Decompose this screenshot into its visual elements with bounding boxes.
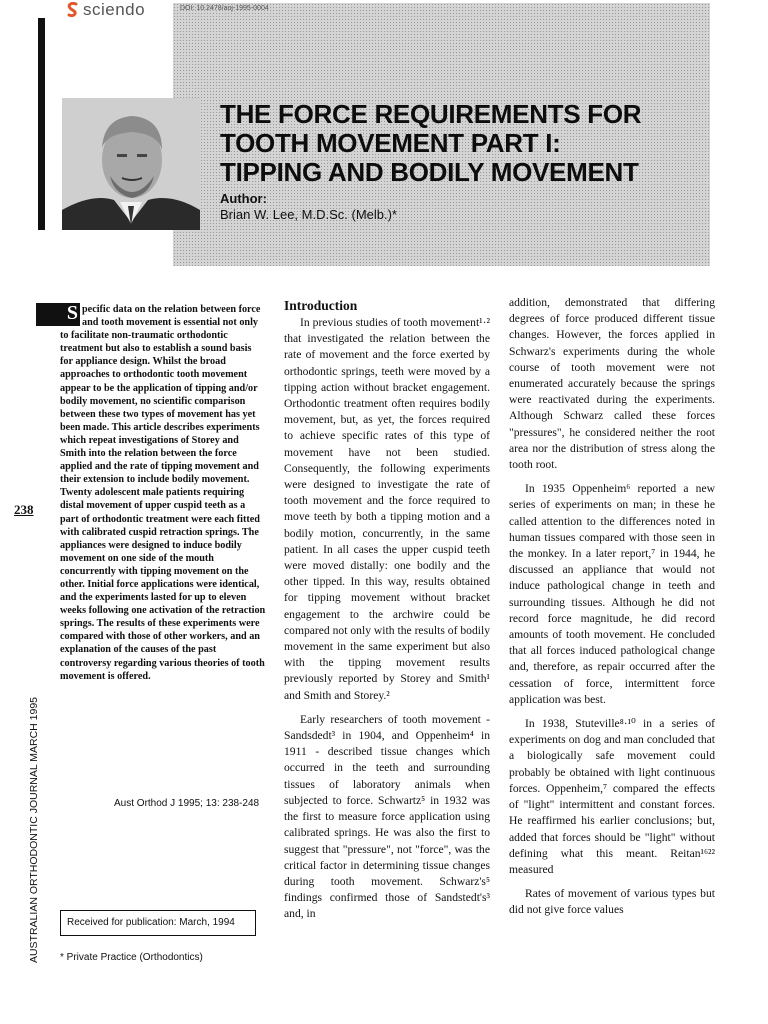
abstract-text: pecific data on the relation between force and tooth movement is essential not only to facilitate non-traumatic orthodontic treatment but also to establish a sound basis for appliance design. Whilst the broad approaches to orthodontic tooth movement appear to be the application of tipping and/or bodily movement, no scientific comparison between these two types of movement has yet been made. This article describes experiments which repeat investigations of Storey and Smith into the relation between the force applied and the rate of tipping movement and their extension to include bodily movement. Twenty adolescent male patients requiring distal movement of upper cuspid teeth as a part of orthodontic treatment were each fitted with calibrated cuspid retraction springs. The appliances were designed to induce bodily movement on one side of the mouth concurrently with tipping movement on the other. Initial force applications were identical, and the experiments lasted for up to eleven weeks following one activation of the retraction springs. The results of these experiments were compared with those of other workers, and an explanation of the causes of the past controversy regarding various theories of tooth movement is offered. bbox=[60, 304, 266, 682]
publisher-name: sciendo bbox=[83, 0, 146, 19]
citation: Aust Orthod J 1995; 13: 238-248 bbox=[114, 798, 260, 809]
body-column-right bbox=[509, 295, 715, 919]
author-name: Brian W. Lee, M.D.Sc. (Melb.)* bbox=[220, 207, 397, 222]
sciendo-logo-icon bbox=[66, 2, 79, 18]
title-line: TIPPING AND BODILY MOVEMENT bbox=[220, 157, 639, 187]
paragraph: In 1935 Oppenheim⁶ reported a new series of experiments on man; in these he called attention to the differences noted in human tissues compared with those seen in the monkey. In a later report,⁷ in 1944, he discussed an appliance that would not induce pathological change in teeth and surrounding tissues. Although he did not record force magnitude, he did record amounts of tooth movement. He concluded that all forces induced pathological change and, therefore, as repair occurred after the cessation of force, intermittent force application was best. bbox=[509, 482, 715, 706]
drop-cap: S bbox=[36, 303, 80, 326]
body-column-middle bbox=[284, 297, 490, 923]
author-photo bbox=[62, 98, 200, 230]
paragraph: Early researchers of tooth movement - Sandsdedt³ in 1904, and Oppenheim⁴ in 1911 - described tissue changes which occurred in the teeth and surrounding tissues of laboratory animals when subjected to force. Schwartz⁵ in 1932 was the first to measure force application using calibrated springs. He was also the first to suggest that "pressure", not "force", was the critical factor in determining tissue changes during tooth movement. Schwarz's⁵ findings confirmed those of Sandstedt's³ and, in bbox=[284, 712, 490, 921]
footnote: * Private Practice (Orthodontics) bbox=[60, 952, 203, 963]
page-number: 238 bbox=[14, 502, 34, 517]
paragraph: Rates of movement of various types but did not give force values bbox=[509, 887, 715, 917]
paragraph: In previous studies of tooth movement¹·² that investigated the relation between the rate of movement and the force exerted by orthodontic springs, teeth were moved by a tipping action without bracket engagement. Orthodontic treatment often requires bodily movement, but, as yet, the forces required to achieve specific rates of this type of movement have not been studied. Consequently, the following experiments were designed to investigate the rate of tooth movement and the force required to move teeth by both a tipping motion and a bodily motion, concurrently, in the same patient. In all cases the upper cuspid teeth were moved distally: one bodily and the other tipped. In this way, results obtained for tipping movement without bracket engagement to the archwire could be compared not only with the results of bodily movement in the same experiment but also with the tipping movement results previously reported by Storey and Smith¹ and Smith and Storey.² bbox=[284, 316, 490, 702]
publisher-logo bbox=[66, 0, 145, 20]
author-portrait-icon bbox=[62, 98, 200, 230]
received-box: Received for publication: March, 1994 bbox=[60, 910, 256, 936]
journal-name-vertical: AUSTRALIAN ORTHODONTIC JOURNAL MARCH 1995 bbox=[28, 696, 40, 964]
paragraph: In 1938, Stuteville⁸·¹⁰ in a series of experiments on dog and man concluded that a biologically safe movement could probably be obtained with light continuous forces. Oppenheim,⁷ compared the effects of "light" intermittent and constant forces. He reaffirmed his earlier conclusions; but, added that forces should be "light" without defining what this meant. Reitan¹⁶²² measured bbox=[509, 717, 715, 876]
doi-label: DOI: 10.2478/aoj-1995-0004 bbox=[180, 5, 269, 12]
paragraph: addition, demonstrated that differing degrees of force produced different tissue changes. However, the forces applied in Schwarz's experiments during the whole course of tooth movement were not enumerated accurately because the springs were reactivated during the experiments. Although Schwarz called these forces "pressures", he considered neither the root area nor the distribution of stress along the tooth root. bbox=[509, 296, 715, 472]
section-heading: Introduction bbox=[284, 298, 358, 313]
decorative-bar bbox=[38, 18, 45, 230]
title-line: TOOTH MOVEMENT PART I: bbox=[220, 128, 561, 158]
article-title bbox=[220, 100, 700, 187]
title-line: THE FORCE REQUIREMENTS FOR bbox=[220, 99, 642, 129]
author-label: Author: bbox=[220, 191, 267, 206]
abstract bbox=[60, 303, 266, 683]
